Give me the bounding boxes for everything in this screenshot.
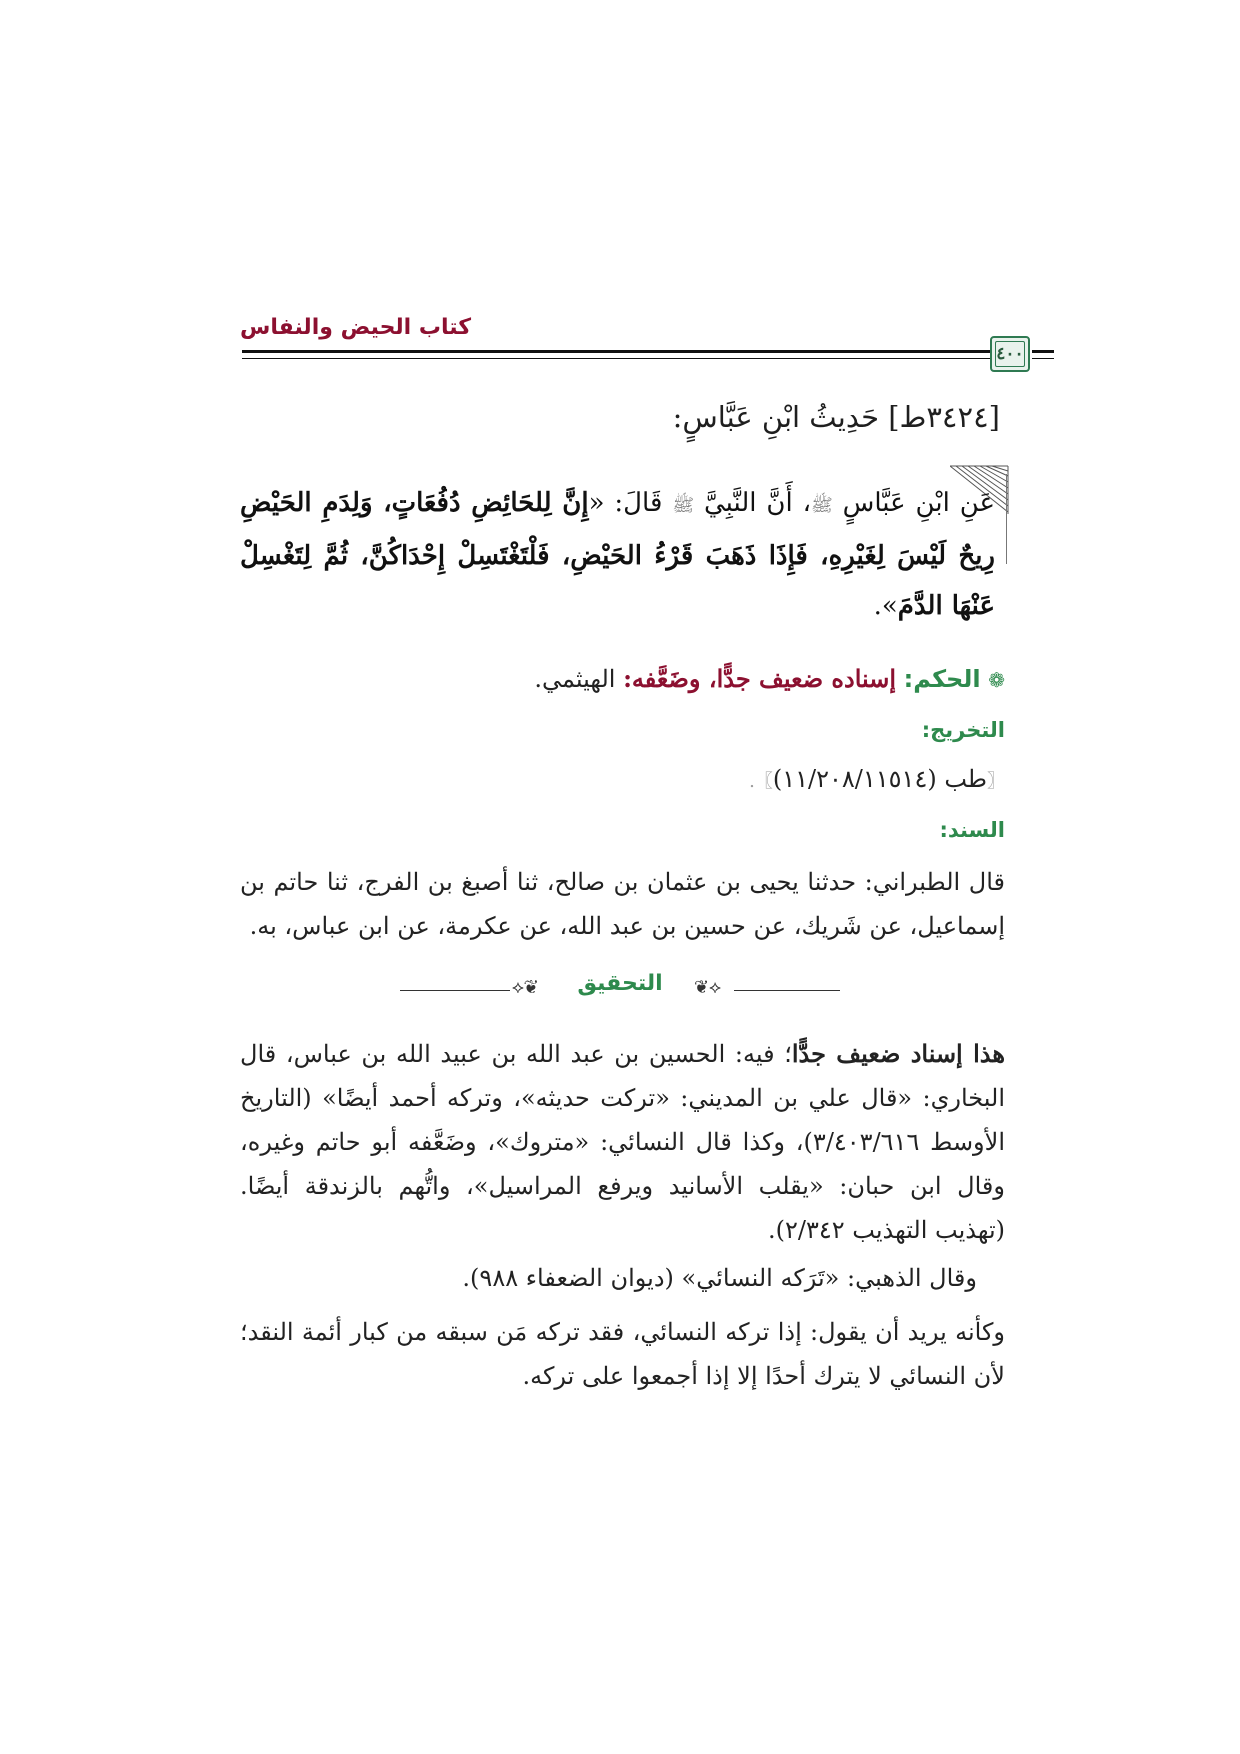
flower-ornament-icon: ❁ [988, 668, 1005, 692]
hadith-intro: عَنِ ابْنِ عَبَّاسٍ [832, 488, 996, 518]
reference-text: طب (١١/٢٠٨/١١٥١٤) [772, 765, 987, 793]
header-rule-thin-right [1032, 358, 1054, 359]
takhrij-heading: التخريج: [921, 718, 1005, 742]
hadith-middle: ، أَنَّ النَّبِيَّ [694, 488, 811, 518]
header-rule-thick [242, 350, 992, 353]
divider-ornament-icon: ❦⟡ [694, 977, 721, 998]
page-number: ٤٠٠ [995, 341, 1025, 367]
tahqiq-divider [400, 971, 840, 1005]
hadith-said: قَالَ: « [588, 488, 673, 518]
sanad-paragraph: قال الطبراني: حدثنا يحيى بن عثمان بن صالح، ثنا أصبغ بن الفرج، ثنا حاتم بن إسماعيل، عن شَريك، عن حسين بن عبد الله، عن عكرمة، عن ابن عباس، به. [240, 868, 1005, 940]
tahqiq-paragraph-2: وقال الذهبي: «تَرَكه النسائي» (ديوان الضعفاء ٩٨٨). [462, 1264, 977, 1292]
page-number-badge [990, 336, 1030, 372]
ruling-authority: الهيثمي. [534, 665, 624, 693]
hadith-box-border [1006, 474, 1007, 564]
divider-line-right [734, 990, 840, 991]
hadith-matn: إِنَّ لِلحَائِضِ دُفُعَاتٍ، وَلِدَمِ الحَيْضِ رِيحٌ لَيْسَ لِغَيْرِهِ، فَإِذَا ذَهَبَ قَرْءُ الحَيْضِ، فَلْتَغْتَسِلْ إِحْدَاكُنَّ، ثُمَّ لِتَغْسِلْ عَنْهَا الدَّمَ [240, 488, 995, 621]
divider-line-left [400, 990, 510, 991]
hadith-text [240, 478, 995, 631]
tahqiq-verdict: هذا إسناد ضعيف جدًّا [791, 1039, 1006, 1068]
hadith-closing: ». [873, 591, 898, 621]
tahqiq-paragraph-1 [240, 1032, 1005, 1252]
close-bracket: 〗. [749, 771, 773, 792]
ruling-verdict: إسناده ضعيف جدًّا، وضَعَّفه: [623, 664, 897, 693]
honorific-mark: ﷺ [810, 495, 833, 516]
ruling-line [240, 664, 1005, 693]
tahqiq-title: التحقيق [577, 971, 663, 996]
header-rule-thick-right [1032, 350, 1054, 353]
honorific-mark: ﷺ [672, 495, 695, 516]
tahqiq-details: ؛ فيه: الحسين بن عبد الله بن عبيد الله بن عباس، قال البخاري: «قال علي بن المديني: «تركت حديثه»، وتركه أحمد أيضًا» (التاريخ الأوسط ٣/٤٠٣/٦١٦)، وكذا قال النسائي: «متروك»، وضَعَّفه أبو حاتم وغيره، وقال ابن حبان: «يقلب الأسانيد ويرفع المراسيل»، واتُّهم بالزندقة أيضًا. (تهذيب التهذيب ٢/٣٤٢). [240, 1040, 1006, 1244]
takhrij-reference [640, 765, 1005, 793]
ruling-label: الحكم: [903, 665, 981, 693]
open-bracket: 〖 [987, 771, 1005, 792]
running-title: كتاب الحيض والنفاس [240, 315, 472, 340]
tahqiq-paragraph-3: وكأنه يريد أن يقول: إذا تركه النسائي، فقد تركه مَن سبقه من كبار أئمة النقد؛ لأن النسائي لا يترك أحدًا إلا إذا أجمعوا على تركه. [240, 1318, 1005, 1390]
divider-ornament-icon: ⟡❦ [512, 977, 538, 998]
header-rule-thin [242, 358, 992, 359]
section-heading: [٣٤٢٤ط] حَدِيثُ ابْنِ عَبَّاسٍ: [672, 400, 1000, 434]
sanad-heading: السند: [939, 818, 1005, 842]
